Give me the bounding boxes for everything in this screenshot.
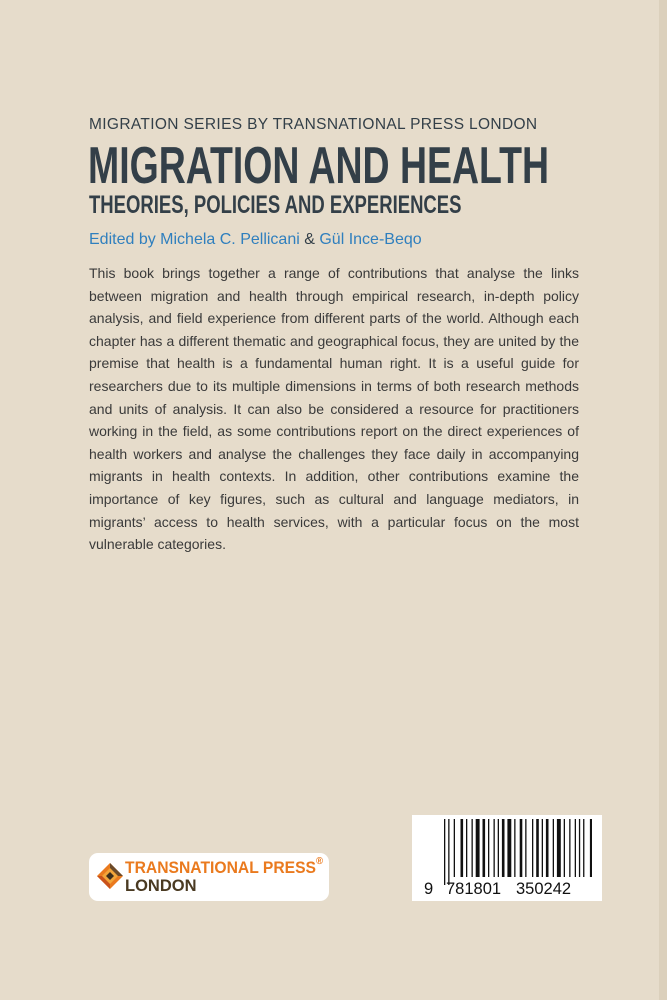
book-title: MIGRATION AND HEALTH [88,137,550,195]
isbn-digit-prefix: 9 [424,880,434,898]
barcode-bar [498,819,499,877]
barcode-bar [569,819,570,877]
editor-name-1: Michela C. Pellicani [160,231,300,248]
barcode-bar [579,819,580,877]
barcode-bar [488,819,489,877]
barcode-bar [542,819,543,877]
book-subtitle: THEORIES, POLICIES AND EXPERIENCES [89,191,462,219]
cover-spine-edge [659,0,667,1000]
barcode-bar [590,819,592,877]
isbn-barcode [412,815,602,901]
publisher-city: LONDON [125,877,197,895]
isbn-digit-group-1: 781801 [446,880,502,898]
editor-name-2: Gül Ince-Beqo [319,231,422,248]
publisher-name-text: TRANSNATIONAL PRESS [125,859,317,877]
barcode-bar [575,819,576,877]
editors-prefix: Edited by [89,231,156,248]
barcode-bar [494,819,495,877]
barcode-bars [442,819,592,887]
barcode-bar [454,819,455,877]
barcode-bar [461,819,464,877]
barcode-bar [536,819,539,877]
barcode-bar [525,819,526,877]
barcode-bar [557,819,561,877]
registered-mark: ® [316,856,324,867]
barcode-bar [448,819,449,885]
book-description: This book brings together a range of contributions that analyse the links between migration and health through empirical research, in-depth policy analysis, and field experience from different parts of the world. Although each chapter has a different thematic and geographical focus, they are united by the premise that health is a fundamental human right. It is a useful guide for researchers due to its multiple dimensions in terms of both research methods and units of analysis. It can also be considered a resource for practitioners working in the field, as some contributions report on the direct experiences of health workers and analyse the challenges they face daily in accompanying migrants in health contexts. In addition, other contributions examine the importance of key figures, such as cultural and language mediators, in migrants’ access to health services, with a particular focus on the most vulnerable categories. [89,265,579,553]
barcode-bar [564,819,565,877]
barcode-bar [507,819,511,877]
publisher-logo [89,853,329,901]
editors-separator: & [304,231,315,248]
barcode-bar [520,819,523,877]
publisher-name [125,856,324,878]
barcode-bar [476,819,480,877]
isbn-digit-group-2: 350242 [516,880,572,898]
series-heading: MIGRATION SERIES BY TRANSNATIONAL PRESS LONDON [89,116,538,133]
barcode-bar [583,819,584,877]
barcode-bar [532,819,533,877]
barcode-bar [472,819,473,877]
barcode-bar [466,819,467,877]
barcode-bar [483,819,486,877]
editors-line [89,231,422,249]
publisher-mark-icon [96,862,124,890]
barcode-bar [514,819,515,877]
barcode-bar [444,819,445,885]
barcode-bar [553,819,554,877]
barcode-bar [502,819,505,877]
barcode-bar [546,819,549,877]
